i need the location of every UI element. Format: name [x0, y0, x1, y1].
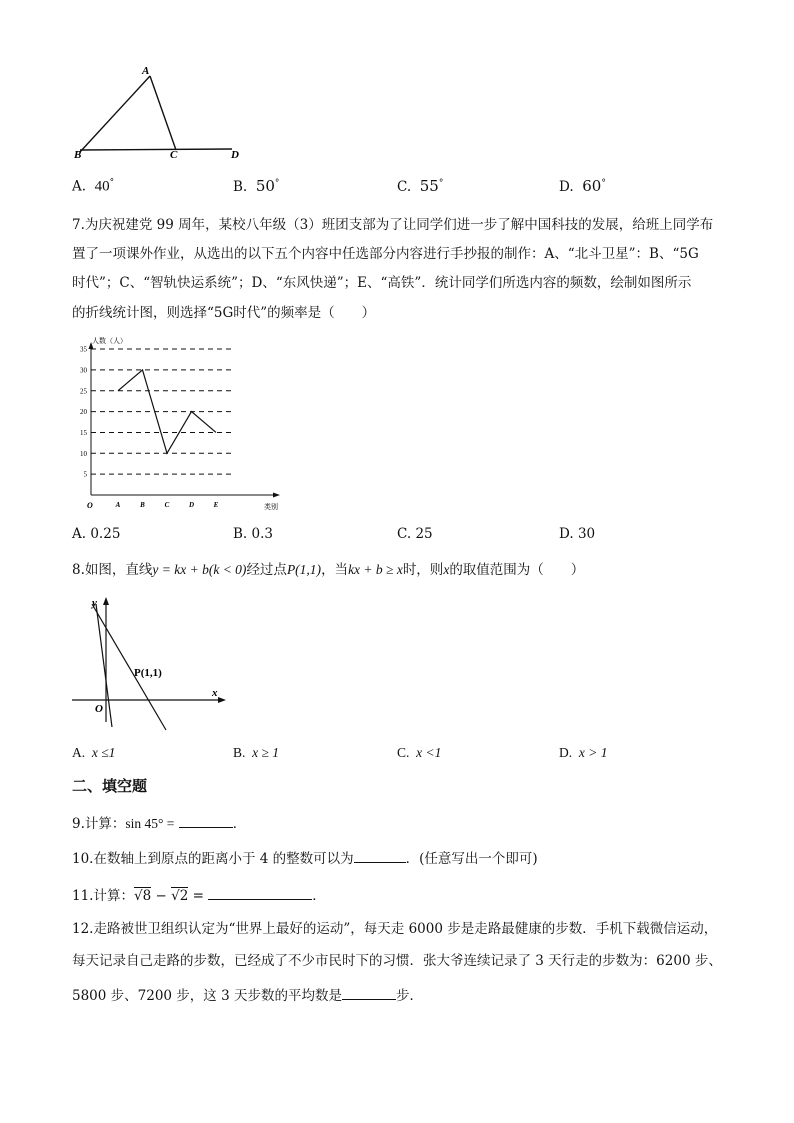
x-axis-arrow [273, 493, 280, 498]
q10: 10.在数轴上到原点的距离小于 4 的整数可以为 ．(任意写出一个即可) [72, 851, 538, 867]
q6-option-c[interactable]: C. 55° [397, 177, 444, 195]
line-graph-figure [68, 592, 238, 732]
q6-option-a[interactable]: A. 40° [72, 178, 115, 195]
x-tick-label: C [164, 501, 170, 509]
x-axis-arrow [218, 697, 226, 703]
sqrt-2: √2 [171, 888, 189, 904]
y-axis-label: y [92, 597, 97, 609]
vertex-a-label: A [142, 65, 150, 77]
q7-line-1: 7.为庆祝建党 99 周年，某校八年级（3）班团支部为了让同学们进一步了解中国科技的发展，给班上同学布 [72, 217, 714, 233]
vertex-c-label: C [170, 149, 178, 161]
segment-ab [80, 76, 150, 152]
x-tick-label: D [188, 501, 195, 509]
q12-line-3: 5800 步、7200 步，这 3 天步数的平均数是 步． [72, 988, 423, 1004]
q11: 11.计算：√8 − √2 = ． [72, 888, 326, 904]
q7-line-4: 的折线统计图，则选择“5G时代”的频率是（ ） [72, 305, 376, 321]
y-tick-label: 25 [80, 387, 87, 396]
q8-option-c[interactable]: C. x <1 [397, 745, 442, 760]
y-tick-label: 15 [80, 428, 87, 437]
triangle-figure [70, 60, 260, 165]
q11-answer-blank[interactable] [208, 887, 312, 900]
segment-ac [150, 76, 176, 150]
q8-stem: 8.如图，直线y = kx + b(k < 0)经过点P(1,1)，当kx + b ≥ x时，则x的取值范围为（ ） [72, 562, 585, 578]
q12-line-1: 12.走路被世卫组织认定为“世界上最好的运动”，每天走 6000 步是走路最健康的步数．手机下载微信运动， [72, 921, 718, 937]
q8-option-a[interactable]: A. x ≤1 [72, 745, 116, 760]
vertex-d-label: D [231, 149, 239, 161]
x-tick-label: E [213, 501, 219, 509]
line-bd [80, 149, 232, 150]
y-tick-label: 20 [80, 408, 87, 417]
section-heading: 二、填空题 [72, 777, 148, 795]
y-tick-label: 10 [80, 449, 87, 458]
q7-option-a[interactable]: A. 0.25 [72, 526, 121, 542]
q10-answer-blank[interactable] [354, 850, 406, 863]
y-axis-label: 人数（人） [92, 337, 127, 345]
q7-line-2: 置了一项课外作业，从选出的以下五个内容中任选部分内容进行手抄报的制作：A、“北斗卫星”：B、“5G [72, 246, 699, 262]
origin-label: O [95, 703, 103, 715]
x-tick-label: A [115, 501, 121, 509]
q12-answer-blank[interactable] [342, 987, 396, 1000]
q9-answer-blank[interactable] [179, 815, 233, 828]
q8-option-d[interactable]: D. x > 1 [559, 745, 608, 760]
point-p-label: P(1,1) [134, 667, 162, 679]
line-chart [70, 334, 285, 514]
q9: 9.计算：sin 45° = ． [72, 816, 247, 832]
sqrt-8: √8 [133, 888, 152, 904]
q7-option-d[interactable]: D. 30 [559, 526, 596, 542]
q6-option-b[interactable]: B. 50° [233, 177, 280, 195]
chart-origin-label: O [87, 501, 93, 510]
vertex-b-label: B [74, 149, 82, 161]
y-tick-label: 5 [83, 470, 87, 479]
x-axis-label: 类别 [264, 503, 278, 511]
q8-option-b[interactable]: B. x ≥ 1 [233, 745, 280, 760]
q6-option-d[interactable]: D. 60° [559, 177, 606, 195]
y-tick-label: 30 [80, 366, 87, 375]
x-axis-label: x [212, 687, 218, 699]
y-tick-label: 35 [80, 345, 87, 354]
q7-line-3: 时代”；C、“智轨快运系统”；D、“东风快递”；E、“高铁”．统计同学们所选内容的频数，绘制如图所示 [72, 275, 692, 291]
x-tick-label: B [140, 501, 145, 509]
y-axis-arrow [103, 597, 109, 605]
q12-line-2: 每天记录自己走路的步数，已经成了不少市民时下的习惯．张大爷连续记录了 3 天行走的步数为：6200 步、 [72, 953, 722, 969]
q7-option-c[interactable]: C. 25 [397, 526, 433, 542]
q7-option-b[interactable]: B. 0.3 [233, 526, 273, 542]
